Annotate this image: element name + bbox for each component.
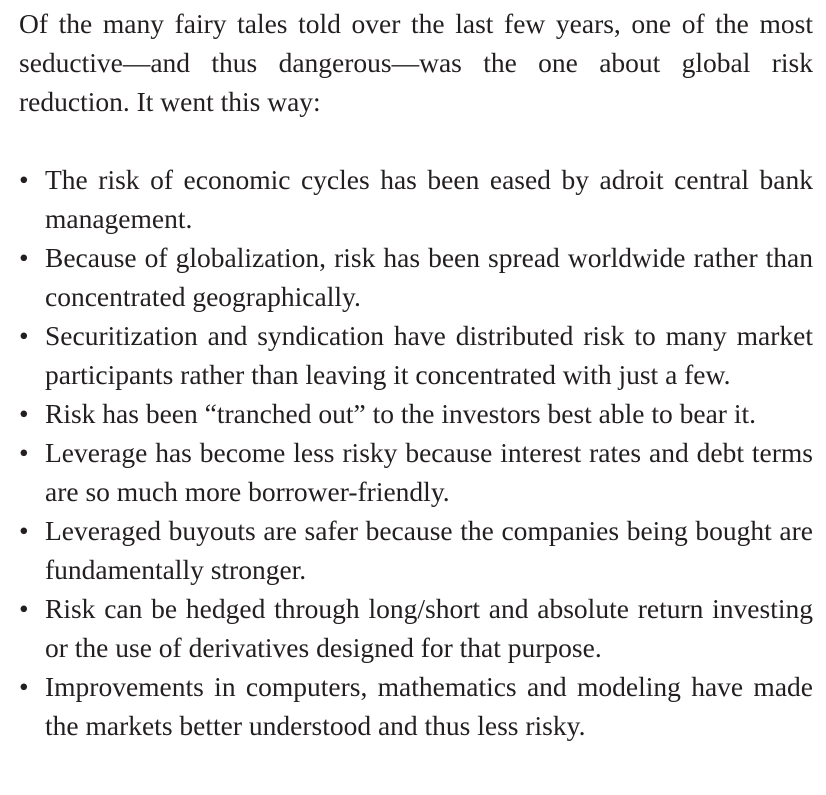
bullet-icon: • [19,437,29,468]
list-item [19,238,813,316]
bullet-icon: • [19,671,29,702]
bullet-icon: • [19,164,29,195]
list-item [19,667,813,745]
bullet-icon: • [19,398,29,429]
list-item-text: Risk has been “tranched out” to the investors best able to bear it. [45,398,756,429]
list-item-text: Risk can be hedged through long/short and absolute return investing or the use of derivatives designed for that purpose. [45,593,813,663]
bullet-icon: • [19,242,29,273]
list-item [19,589,813,667]
intro-paragraph: Of the many fairy tales told over the last few years, one of the most seductive—and thus dangerous—was the one about global risk reduction. It went this way: [19,8,813,117]
list-item [19,160,813,238]
bullet-list [19,160,813,745]
list-item-text: Securitization and syndication have distributed risk to many market participants rather than leaving it concentrated with just a few. [45,320,813,390]
list-item-text: Because of globalization, risk has been spread worldwide rather than concentrated geographically. [45,242,813,312]
list-item [19,316,813,394]
list-item [19,394,813,433]
bullet-icon: • [19,515,29,546]
list-item [19,511,813,589]
list-item [19,433,813,511]
bullet-icon: • [19,593,29,624]
list-item-text: Leveraged buyouts are safer because the companies being bought are fundamentally stronger. [45,515,813,585]
list-item-text: Leverage has become less risky because interest rates and debt terms are so much more borrower-friendly. [45,437,813,507]
bullet-icon: • [19,320,29,351]
list-item-text: Improvements in computers, mathematics and modeling have made the markets better understood and thus less risky. [45,671,813,741]
list-item-text: The risk of economic cycles has been eased by adroit central bank management. [45,164,813,234]
